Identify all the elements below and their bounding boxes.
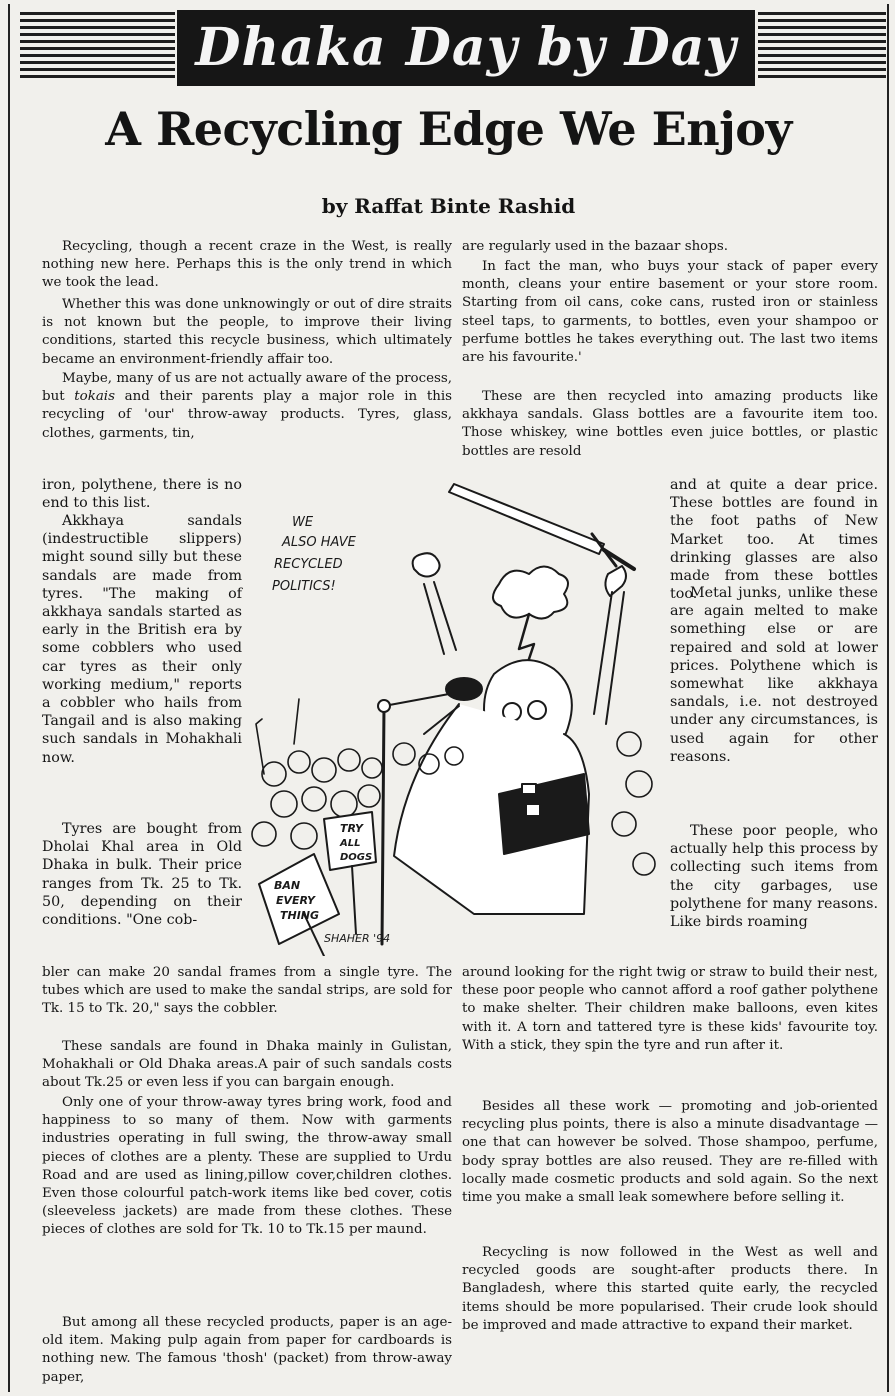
- left-paragraph-3: Maybe, many of us are not actually aware of the process, but tokais and their parents play a major role in this recycling of 'our' throw-away products. Tyres, glass, clothes, garments, tin,: [42, 371, 453, 441]
- political-cartoon: [244, 474, 664, 956]
- left-paragraph-1: Recycling, though a recent craze in the West, is really nothing new here. Perhaps this is the only trend in which we took the lead.: [42, 239, 452, 291]
- right-narrow-paragraph-2: Metal junks, unlike these are again melted to make something else or are repaired and sold at lower prices. Polythene which is somewhat like akkhaya sandals, i.e. not destroyed under any circumstances, is used again for other reasons.: [670, 585, 878, 765]
- headline: A Recycling Edge We Enjoy: [105, 102, 792, 156]
- right-paragraph-3: These are then recycled into amazing products like akkhaya sandals. Glass bottles are a favourite item too. Those whiskey, wine bottles even juice bottles, or plastic bottles are resold: [462, 389, 878, 459]
- sword-icon: [449, 484, 634, 569]
- placard-left-line-2: EVERY: [276, 894, 315, 907]
- newspaper-page: [8, 4, 889, 1392]
- placard-right-line-1: TRY: [340, 822, 363, 835]
- placard-left-line-3: THING: [280, 909, 320, 922]
- left-paragraph-7: But among all these recycled products, paper is an age-old item. Making pulp again from paper for cardboards is nothing new. The famous 'thosh' (packet) from throw-away paper,: [42, 1315, 452, 1385]
- italic-word-tokais: tokais: [74, 389, 115, 405]
- right-narrow-paragraph-3: These poor people, who actually help this process by collecting such items from the city garbages, use polythene for many reasons. Like birds roaming: [670, 823, 878, 931]
- cloud-icon: [493, 567, 568, 675]
- masthead-rule-left: [20, 12, 175, 82]
- left-narrow-paragraph-2: Akkhaya sandals (indestructible slippers) might sound silly but these sandals are made from tyres. "The making of akkhaya sandals started as early in the British era by some cobblers who used car tyres as their only working medium," reports a cobbler who hails from Tangail and is also making such sandals in Mohakhali now.: [42, 513, 242, 766]
- placard-right-line-2: ALL: [340, 838, 361, 849]
- placard-left-line-1: BAN: [274, 879, 301, 892]
- masthead-banner: Dhaka Day by Day: [177, 10, 755, 86]
- left-narrow-paragraph-3: Tyres are bought from Dholai Khal area in Old Dhaka in bulk. Their price ranges from Tk. 25 to Tk. 50, depending on their conditions. "One cob-: [42, 821, 242, 929]
- right-paragraph-5: Besides all these work — promoting and job-oriented recycling plus points, there is also a minute disadvantage — one that can however be solved. Those shampoo, perfume, body spray bottles are also reused. They are re-filled with locally made cosmetic products and sold again. So the next time you make a small leak somewhere before selling it.: [462, 1099, 878, 1206]
- left-narrow-paragraph-1: iron, polythene, there is no end to this list.: [42, 477, 242, 512]
- left-paragraph-2: Whether this was done unknowingly or out of dire straits is not known but the people, to improve their living conditions, started this recycle business, which ultimately became an environment-friendly affair too.: [42, 297, 452, 367]
- sign-line-1: WE: [292, 515, 314, 530]
- sign-line-3: RECYCLED: [274, 557, 343, 572]
- sign-line-4: POLITICS!: [272, 579, 336, 594]
- left-paragraph-6: Only one of your throw-away tyres bring work, food and happiness to so many of them. Now with garments industries operating in full swing, the throw-away small pieces of clothes are a plenty. These are supplied to Urdu Road and are used as lining,pillow cover,children clothes. Even those colourful patch-work items like bed cover, cotis (sleeveless jackets) are made from these clothes. These pieces of clothes are sold for Tk. 10 to Tk.15 per maund.: [42, 1095, 452, 1238]
- left-paragraph-5: These sandals are found in Dhaka mainly in Gulistan, Mohakhali or Old Dhaka areas.A pair of such sandals costs about Tk.25 or even less if you can bargain enough.: [42, 1039, 452, 1091]
- right-paragraph-1: are regularly used in the bazaar shops.: [462, 239, 728, 254]
- sign-line-2: ALSO HAVE: [282, 535, 356, 550]
- right-paragraph-6: Recycling is now followed in the West as well and recycled goods are sought-after products there. In Bangladesh, where this started quite early, the recycled items should be more popularised. Their crude look should be improved and made attractive to expand their market.: [462, 1245, 878, 1333]
- raised-fist-icon: [413, 553, 456, 654]
- byline: by Raffat Binte Rashid: [321, 194, 576, 218]
- masthead-rule-right: [758, 12, 886, 82]
- placard-right-line-3: DOGS: [340, 852, 373, 863]
- left-paragraph-4: bler can make 20 sandal frames from a single tyre. The tubes which are used to make the sandal strips, are sold for Tk. 15 to Tk. 20," says the cobbler.: [42, 965, 452, 1017]
- cartoon-signature: SHAHER '94: [324, 932, 391, 945]
- right-paragraph-4: around looking for the right twig or straw to build their nest, these poor people who cannot afford a roof gather polythene to make shelter. Their children make balloons, even kites with it. A torn and tattered tyre is these kids' favourite toy. With a stick, they spin the tyre and run after it.: [462, 965, 878, 1053]
- right-paragraph-2: In fact the man, who buys your stack of paper every month, cleans your entire basement or your store room. Starting from oil cans, coke cans, rusted iron or stainless steel taps, to garments, to bottles, even your shampoo or perfume bottles he takes everything out. The last two items are his favourite.': [462, 259, 878, 366]
- right-narrow-paragraph-1: and at quite a dear price. These bottles are found in the foot paths of New Market too. At times drinking glasses are also made from these bottles too.: [670, 477, 878, 603]
